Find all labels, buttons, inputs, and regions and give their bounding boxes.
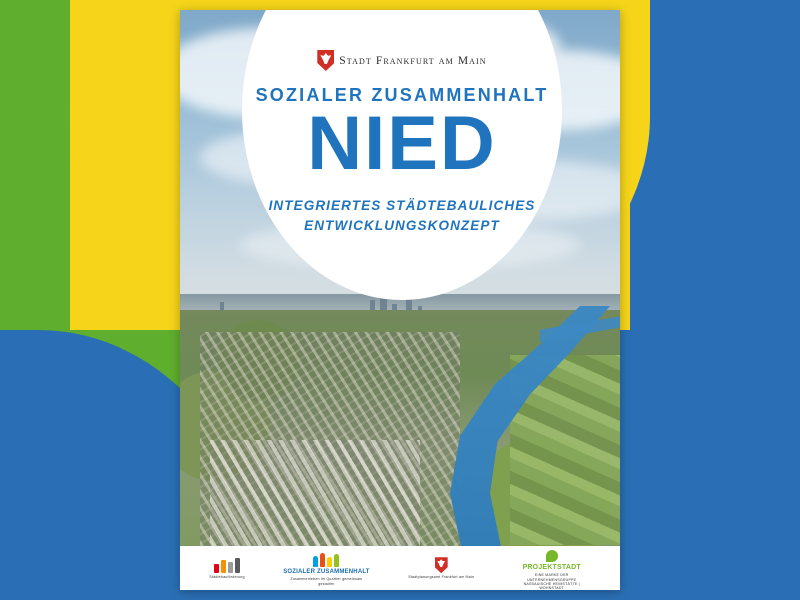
logo-sozialer-zusammenhalt [283, 550, 369, 586]
city-crest-row [242, 50, 562, 71]
page-title: NIED [307, 101, 497, 186]
logo-caption: Städtebauförderung [209, 575, 245, 580]
logo-caption: Zusammenleben im Quartier gemeinsam gestalten [290, 577, 363, 586]
logo-stadt-frankfurt-am-main [408, 556, 474, 579]
logo-title [523, 564, 581, 571]
cover-subtitle-line1: INTEGRIERTES STÄDTEBAULICHES [268, 198, 536, 214]
people-group-icon [313, 550, 339, 567]
frankfurt-coat-of-arms-icon [317, 50, 334, 71]
logo-caption: Stadtplanungsamt Frankfurt am Main [408, 575, 475, 580]
logo-title: SOZIALER ZUSAMMENHALT [283, 569, 370, 576]
housing-blocks-icon [214, 556, 240, 573]
logo-projektstadt [513, 545, 591, 590]
cover-kicker: SOZIALER ZUSAMMENHALT [255, 85, 549, 105]
document-cover[interactable] [180, 10, 620, 590]
logo-bund-staedtebaufoerderung [209, 556, 244, 579]
logo-title-part1: PROJEKT [522, 564, 558, 572]
title-block [242, 50, 562, 235]
footer-logo-bar [180, 546, 620, 590]
frankfurt-coat-of-arms-icon [435, 556, 448, 573]
city-label: Stadt Frankfurt am Main [339, 54, 487, 67]
leaf-swirl-icon [546, 545, 558, 562]
logo-title-part2: STADT [557, 564, 581, 572]
cover-subtitle-line2: ENTWICKLUNGSKONZEPT [304, 217, 500, 233]
logo-caption: EINE MARKE DER UNTERNEHMENSGRUPPE NASSAUISCHE HEIMSTÄTTE | WOHNSTADT [523, 573, 580, 590]
photo-urban-area [210, 440, 420, 562]
